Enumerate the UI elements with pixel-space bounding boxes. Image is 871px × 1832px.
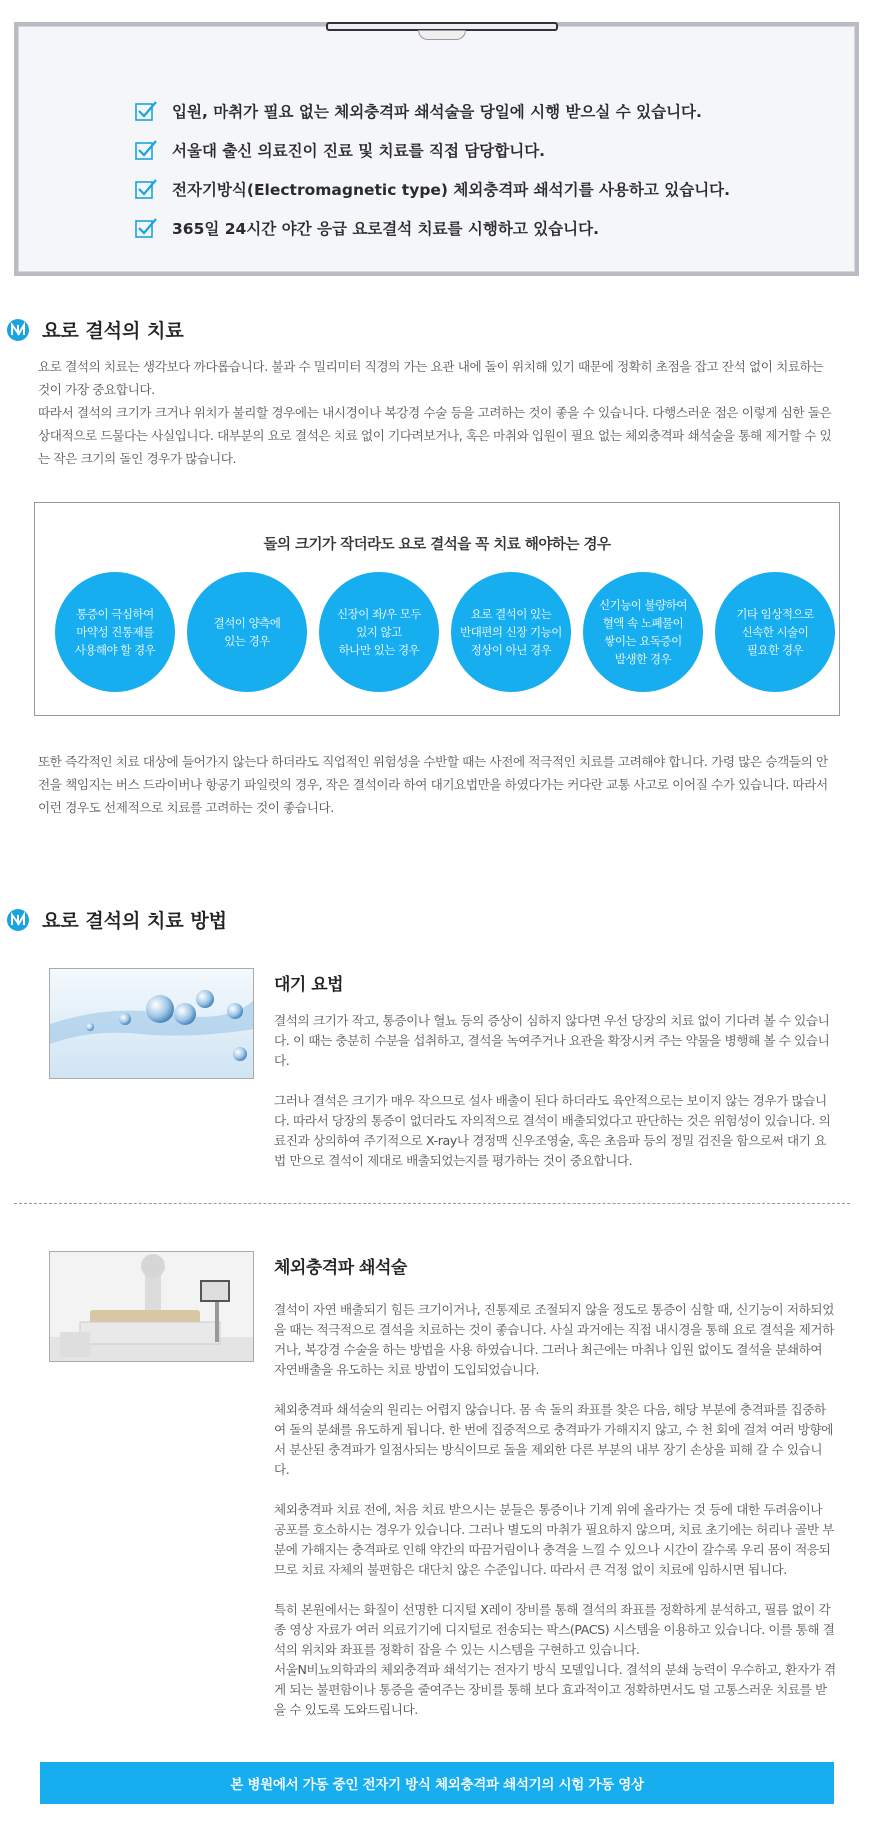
case-circle: 신기능이 불량하여 혈액 속 노폐물이 쌓이는 요독증이 발생한 경우 [583,572,703,692]
case-circle: 통증이 극심하여 마약성 진통제를 사용해야 할 경우 [55,572,175,692]
section-title: 요로 결석의 치료 [42,320,184,342]
section-heading-methods [6,906,227,933]
method-text [274,1011,836,1191]
method-paragraph: 결석이 자연 배출되기 힘든 크기이거나, 진통제로 조절되지 않을 정도로 통증이 심할 때, 신기능이 저하되었을 때는 적극적으로 결석을 치료하는 것이 좋습니다. 사실 과거에는 직접 내시경을 통해 요로 결석을 제거하거나, 복강경 수술을 하는 방법을 사용 하였습니다. 그러나 최근에는 마취나 입원 없이도 결석을 분쇄하여 자연배출을 유도하는 치료 방법이 도입되었습니다. [274,1302,834,1377]
method-paragraph: 체외충격파 치료 전에, 처음 치료 받으시는 분들은 통증이나 기계 위에 올라가는 것 등에 대한 두려움이나 공포를 호소하시는 경우가 있습니다. 그러나 별도의 마취가 필요하지 않으며, 치료 초기에는 허리나 골반 부분에 가해지는 충격파로 인해 약간의 따끔거림이나 충격을 느낄 수 있으나 시간이 갈수록 우리 몸이 적응되므로 치료 자체의 불편함은 대단치 않은 수준입니다. 따라서 큰 걱정 없이 치료에 임하시면 됩니다. [274,1502,834,1577]
case-circle: 결석이 양측에 있는 경우 [187,572,307,692]
n-logo-icon [6,318,30,342]
intro-check-text: 전자기방식(Electromagnetic type) 체외충격파 쇄석기를 사용하고 있습니다. [172,180,731,199]
checkbox-check-icon [134,216,158,240]
dashed-divider [14,1203,850,1204]
clipboard-clip [326,18,558,36]
cases-title: 돌의 크기가 작더라도 요로 결석을 꼭 치료 해야하는 경우 [263,537,611,553]
must-treat-cases-box [34,502,840,716]
intro-check-item [134,169,730,208]
intro-clipboard [14,22,859,276]
trial-operation-video-button[interactable]: 본 병원에서 가동 중인 전자기 방식 체외충격파 쇄석기의 시험 가동 영상 [40,1762,834,1804]
lithotripter-machine-image [49,1251,254,1362]
method-paragraph: 특히 본원에서는 화질이 선명한 디지털 X레이 장비를 통해 결석의 좌표를 정확하게 분석하고, 필름 없이 각종 영상 자료가 여러 의료기기에 디지털로 전송되는 팍스(PACS) 시스템을 이용하고 있습니다. 이를 통해 결석의 위치와 좌표를 정확히 잡을 수 있는 시스템을 구현하고 있습니다. 서울N비뇨의학과의 체외충격파 쇄석기는 전자기 방식 모델입니다. 결석의 분쇄 능력이 우수하고, 환자가 겪게 되는 불편함이나 통증을 줄여주는 장비를 통해 보다 효과적이고 정확하면서도 덜 고통스러운 치료를 받을 수 있도록 도와드립니다. [274,1602,836,1717]
method-paragraph: 그러나 결석은 크기가 매우 작으므로 설사 배출이 된다 하더라도 육안적으로는 보이지 않는 경우가 많습니다. 따라서 당장의 통증이 없더라도 자의적으로 결석이 배출되었다고 판단하는 것은 위험성이 있습니다. 의료진과 상의하여 주기적으로 X-ray나 경정맥 신우조영술, 혹은 초음파 등의 정밀 검진을 함으로써 대기 요법 만으로 결석이 제대로 배출되었는지를 평가하는 것이 중요합니다. [274,1093,831,1168]
checkbox-check-icon [134,138,158,162]
case-circle: 요로 결석이 있는 반대편의 신장 기능이 정상이 아닌 경우 [451,572,571,692]
water-droplets-image [49,968,254,1079]
n-logo-icon [6,908,30,932]
intro-check-text: 입원, 마취가 필요 없는 체외충격파 쇄석술을 당일에 시행 받으실 수 있습니다. [172,102,702,121]
section-title: 요로 결석의 치료 방법 [42,910,228,932]
method-title: 체외충격파 쇄석술 [274,1258,407,1278]
treatment-intro-text: 요로 결석의 치료는 생각보다 까다롭습니다. 불과 수 밀리미터 직경의 가는 요관 내에 돌이 위치해 있기 때문에 정확히 초점을 잡고 잔석 없이 치료하는 것이 가장 중요합니다. 따라서 결석의 크기가 크거나 위치가 불리할 경우에는 내시경이나 복강경 수술 등을 고려하는 것이 좋을 수 있습니다. 다행스러운 점은 이렇게 심한 돌은 상대적으로 드물다는 사실입니다. 대부분의 요로 결석은 치료 없이 기다려보거나, 혹은 마취와 입원이 필요 없는 체외충격파 쇄석술을 통해 제거할 수 있는 작은 크기의 돌인 경우가 많습니다. [38,359,832,466]
checkbox-check-icon [134,99,158,123]
section-heading-treatment [6,316,184,343]
checkbox-check-icon [134,177,158,201]
method-paragraph: 결석의 크기가 작고, 통증이나 혈뇨 등의 증상이 심하지 않다면 우선 당장의 치료 없이 기다려 볼 수 있습니다. 이 때는 충분히 수분을 섭취하고, 결석을 녹여주거나 요관을 확장시켜 주는 약물을 병행해 볼 수 있습니다. [274,1013,830,1068]
method-title: 대기 요법 [274,975,344,995]
intro-check-text: 365일 24시간 야간 응급 요로결석 치료를 시행하고 있습니다. [172,219,599,238]
method-paragraph: 체외충격파 쇄석술의 원리는 어렵지 않습니다. 몸 속 돌의 좌표를 찾은 다음, 해당 부분에 충격파를 집중하여 돌의 분쇄를 유도하게 됩니다. 한 번에 집중적으로 충격파가 가해지지 않고, 수 천 회에 걸쳐 여러 방향에서 분산된 충격파가 일점사되는 방식이므로 돌을 제외한 다른 부분의 내부 장기 손상을 피해 갈 수 있습니다. [274,1402,834,1477]
intro-check-list [134,91,730,247]
intro-check-text: 서울대 출신 의료진이 진료 및 치료를 직접 담당합니다. [172,141,546,160]
cases-circle-row [55,572,835,692]
intro-check-item [134,130,730,169]
intro-check-item [134,208,730,247]
case-circle: 신장이 좌/우 모두 있지 않고 하나만 있는 경우 [319,572,439,692]
occupational-risk-text: 또한 즉각적인 치료 대상에 들어가지 않는다 하더라도 직업적인 위험성을 수반할 때는 사전에 적극적인 치료를 고려해야 합니다. 가령 많은 승객들의 안전을 책임지는 버스 드라이버나 항공기 파일럿의 경우, 작은 결석이라 하여 대기요법만을 하였다가는 커다란 교통 사고로 이어질 수가 있습니다. 따라서 이런 경우도 선제적으로 치료를 고려하는 것이 좋습니다. [38,754,828,815]
intro-clipboard-paper [18,26,855,272]
intro-check-item [134,91,730,130]
method-text [274,1300,836,1740]
case-circle: 기타 임상적으로 신속한 시술이 필요한 경우 [715,572,835,692]
